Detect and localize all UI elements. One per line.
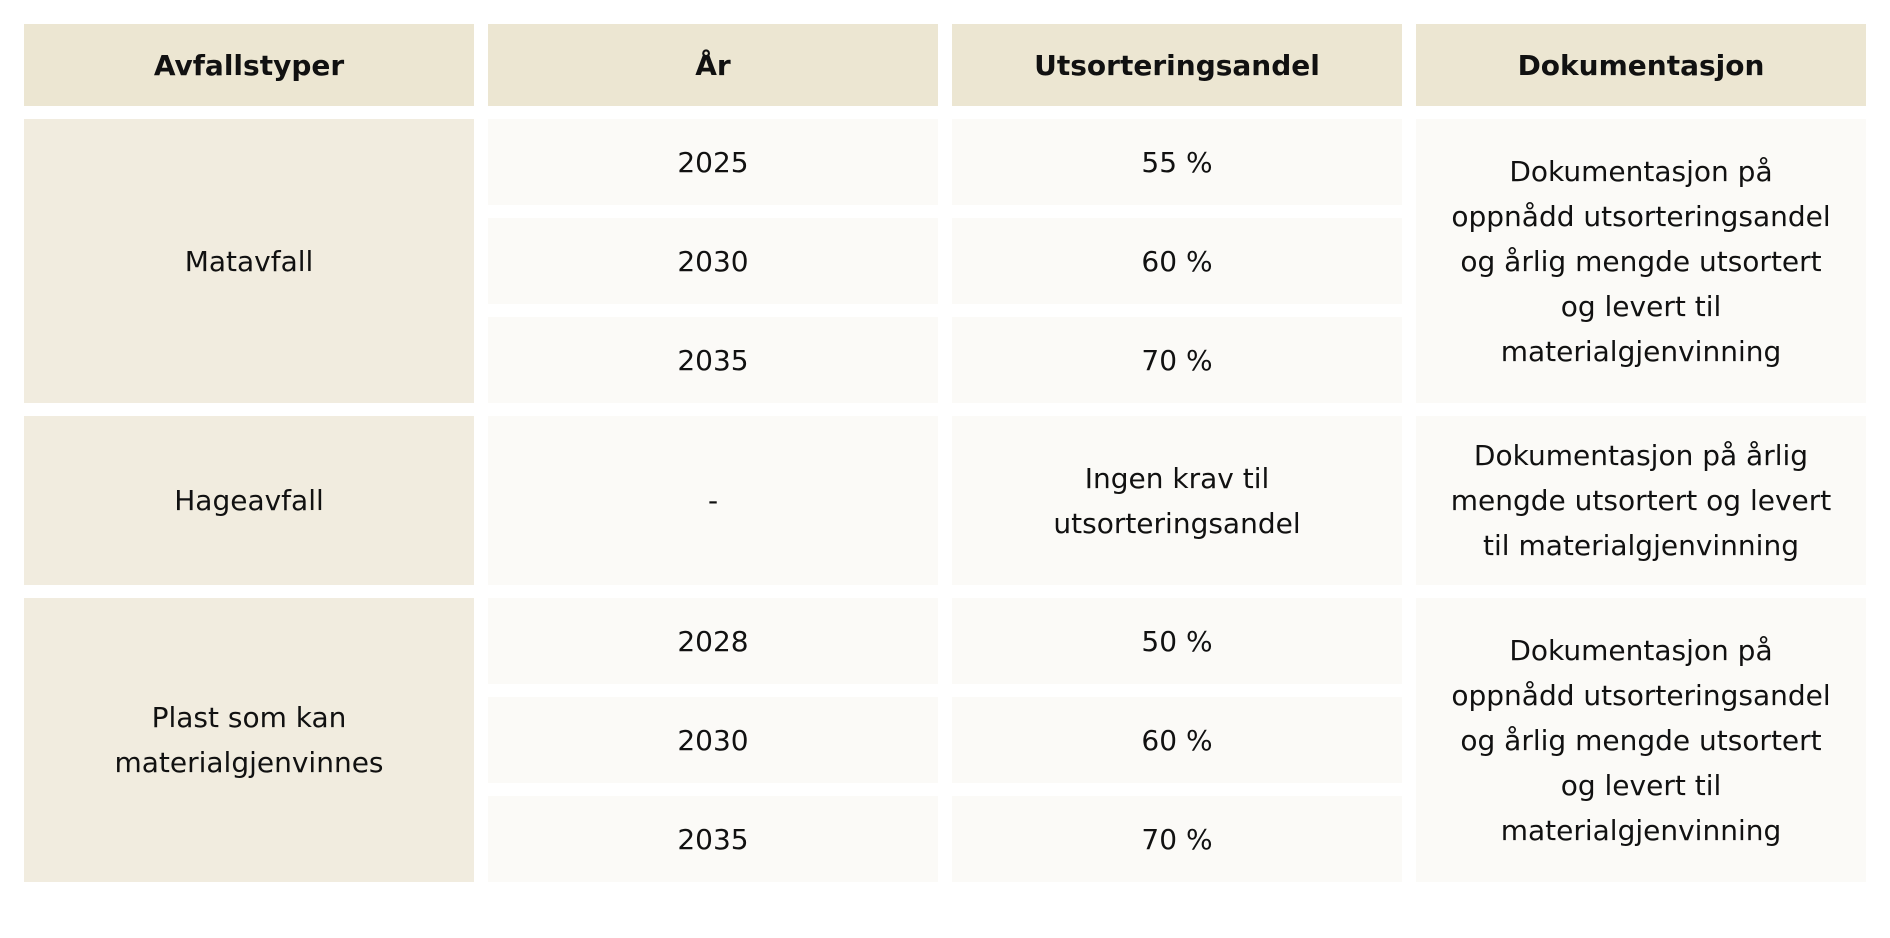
share-cell	[952, 416, 1402, 585]
documentation-line: Dokumentasjon på årlig	[1473, 439, 1809, 472]
waste-type-cell	[24, 416, 474, 585]
header-year-label: År	[695, 48, 731, 82]
year-cell	[488, 218, 938, 304]
share-cell	[952, 697, 1402, 783]
year-cell	[488, 416, 938, 585]
share-cell	[952, 218, 1402, 304]
waste-type-cell	[24, 119, 474, 403]
waste-type-label: materialgjenvinnes	[114, 746, 384, 779]
documentation-line: og årlig mengde utsortert	[1460, 723, 1822, 757]
share-value: 50 %	[1141, 624, 1213, 658]
header-sorting-share	[952, 24, 1402, 106]
waste-type-label: Hageavfall	[174, 484, 324, 517]
documentation-line: materialgjenvinning	[1500, 813, 1782, 847]
documentation-line: oppnådd utsorteringsandel	[1451, 199, 1831, 233]
documentation-line: Dokumentasjon på	[1509, 154, 1773, 188]
documentation-line: oppnådd utsorteringsandel	[1451, 678, 1831, 712]
documentation-line: til materialgjenvinning	[1483, 529, 1799, 562]
year-value: 2035	[677, 822, 749, 856]
documentation-line: materialgjenvinning	[1500, 334, 1782, 368]
year-cell	[488, 598, 938, 684]
header-waste-types-label: Avfallstyper	[153, 48, 345, 82]
year-cell	[488, 119, 938, 205]
share-value: 60 %	[1141, 244, 1213, 278]
year-cell	[488, 317, 938, 403]
waste-sorting-table	[24, 24, 1866, 896]
year-cell	[488, 697, 938, 783]
header-waste-types	[24, 24, 474, 106]
share-value-line: utsorteringsandel	[1053, 506, 1301, 540]
header-documentation	[1416, 24, 1866, 106]
year-value: 2030	[677, 723, 749, 757]
year-value: 2025	[677, 145, 749, 179]
documentation-line: og levert til	[1560, 768, 1722, 802]
share-value: 60 %	[1141, 723, 1213, 757]
header-year	[488, 24, 938, 106]
year-cell	[488, 796, 938, 882]
waste-type-label: Matavfall	[184, 244, 314, 278]
share-value: 70 %	[1141, 822, 1213, 856]
year-value: -	[707, 484, 719, 517]
share-cell	[952, 598, 1402, 684]
documentation-cell	[1416, 598, 1866, 882]
documentation-line: Dokumentasjon på	[1509, 633, 1773, 667]
waste-type-cell	[24, 598, 474, 882]
share-cell	[952, 317, 1402, 403]
share-value: 55 %	[1141, 145, 1213, 179]
header-documentation-label: Dokumentasjon	[1517, 48, 1765, 82]
year-value: 2028	[677, 624, 749, 658]
documentation-cell	[1416, 119, 1866, 403]
share-cell	[952, 119, 1402, 205]
documentation-line: og levert til	[1560, 289, 1722, 323]
documentation-cell	[1416, 416, 1866, 585]
documentation-line: og årlig mengde utsortert	[1460, 244, 1822, 278]
header-sorting-share-label: Utsorteringsandel	[1034, 48, 1320, 82]
share-value-line: Ingen krav til	[1084, 461, 1270, 495]
waste-type-label: Plast som kan	[151, 701, 347, 734]
documentation-line: mengde utsortert og levert	[1450, 484, 1832, 517]
share-cell	[952, 796, 1402, 882]
year-value: 2030	[677, 244, 749, 278]
share-value: 70 %	[1141, 343, 1213, 377]
year-value: 2035	[677, 343, 749, 377]
